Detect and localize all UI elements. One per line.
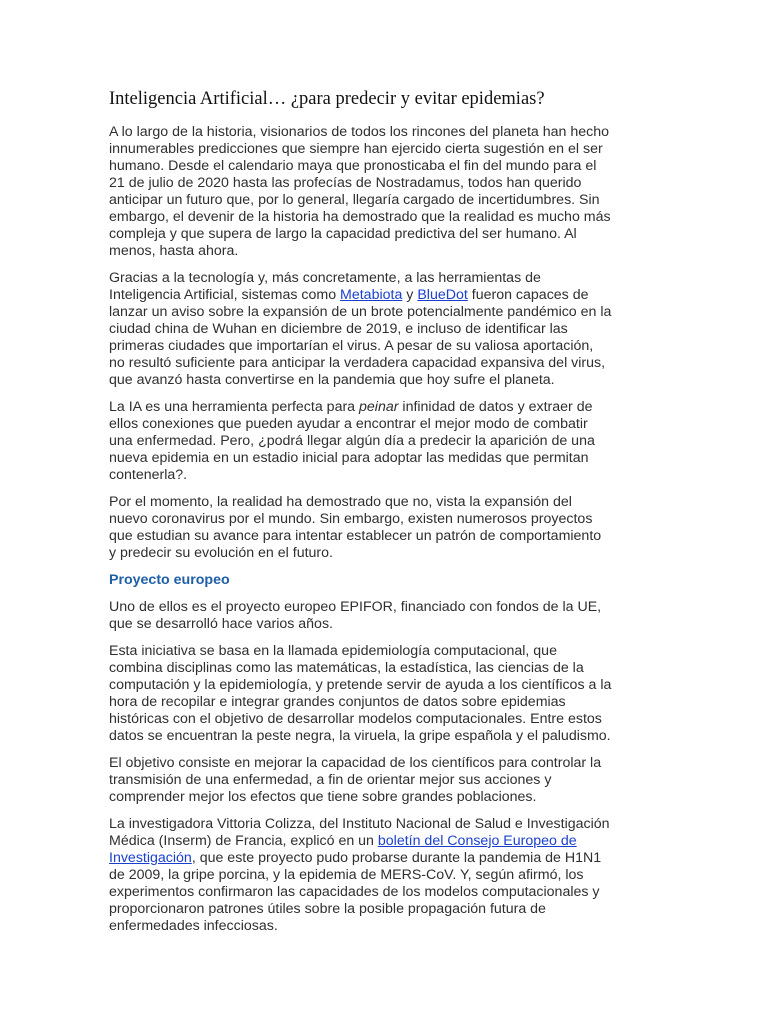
text-line: humano. Desde el calendario maya que pronosticaba el fin del mundo para el bbox=[109, 158, 597, 174]
text-line: transmisión de una enfermedad, a fin de orientar mejor sus acciones y bbox=[109, 772, 552, 788]
erc-bulletin-link-continued[interactable]: Investigación bbox=[109, 850, 192, 866]
text-segment: La IA es una herramienta perfecta para bbox=[109, 399, 360, 415]
text-line: ciudad china de Wuhan en diciembre de 2019, e incluso de identificar las bbox=[109, 321, 568, 337]
text-line: La investigadora Vittoria Colizza, del Instituto Nacional de Salud e Investigación bbox=[109, 816, 610, 832]
text-line: Esta iniciativa se basa en la llamada epidemiología computacional, que bbox=[109, 643, 557, 659]
text-segment: infinidad de datos y extraer de bbox=[398, 399, 593, 415]
text-line: menos, hasta ahora. bbox=[109, 243, 239, 259]
text-line: de 2009, la gripe porcina, y la epidemia de MERS-CoV. Y, según afirmó, los bbox=[109, 867, 584, 883]
text-line bbox=[109, 850, 659, 867]
emphasis-text: peinar bbox=[359, 399, 399, 415]
text-line bbox=[109, 833, 659, 850]
text-line: históricas con el objetivo de desarrollar modelos computacionales. Entre estos bbox=[109, 711, 602, 727]
text-line: que estudian su avance para intentar establecer un patrón de comportamiento bbox=[109, 528, 602, 544]
text-line: compleja y que supera de largo la capacidad predictiva del ser humano. Al bbox=[109, 226, 577, 242]
text-line: nuevo coronavirus por el mundo. Sin embargo, existen numerosos proyectos bbox=[109, 511, 593, 527]
text-line: combina disciplinas como las matemáticas, la estadística, las ciencias de la bbox=[109, 660, 584, 676]
paragraph-computational-epidemiology bbox=[109, 643, 659, 745]
text-line: lanzar un aviso sobre la expansión de un brote potencialmente pandémico en la bbox=[109, 304, 612, 320]
text-line: experimentos confirmaron las capacidades de los modelos computacionales y bbox=[109, 884, 600, 900]
text-line: y predecir su evolución en el futuro. bbox=[109, 545, 333, 561]
paragraph-ia-tool bbox=[109, 399, 659, 484]
text-segment: y bbox=[402, 287, 418, 303]
text-line: ellos conexiones que pueden ayudar a encontrar el mejor modo de combatir bbox=[109, 416, 588, 432]
paragraph-colizza bbox=[109, 816, 659, 935]
article-title: Inteligencia Artificial… ¿para predecir y evitar epidemias? bbox=[109, 89, 545, 109]
paragraph-technology bbox=[109, 270, 659, 389]
erc-bulletin-link[interactable]: boletín del Consejo Europeo de bbox=[377, 833, 577, 849]
text-line: primeras ciudades que importarían el virus. A pesar de su valiosa aportación, bbox=[109, 338, 594, 354]
text-line: 21 de julio de 2020 hasta las profecías de Nostradamus, todos han querido bbox=[109, 175, 582, 191]
text-line: una enfermedad. Pero, ¿podrá llegar algún día a predecir la aparición de una bbox=[109, 433, 595, 449]
text-line: que se desarrolló hace varios años. bbox=[109, 616, 333, 632]
text-line: enfermedades infecciosas. bbox=[109, 918, 278, 934]
text-line: que avanzó hasta convertirse en la pandemia que hoy sufre el planeta. bbox=[109, 372, 555, 388]
paragraph-epifor bbox=[109, 599, 659, 633]
article bbox=[109, 86, 659, 945]
paragraph-current-situation bbox=[109, 494, 659, 562]
bluedot-link[interactable]: BlueDot bbox=[417, 287, 468, 303]
text-line: Gracias a la tecnología y, más concretamente, a las herramientas de bbox=[109, 270, 541, 286]
section-heading: Proyecto europeo bbox=[109, 572, 230, 588]
text-line: embargo, el devenir de la historia ha demostrado que la realidad es mucho más bbox=[109, 209, 611, 225]
text-line bbox=[109, 287, 659, 304]
text-line: innumerables predicciones que siempre han ejercido cierta sugestión en el ser bbox=[109, 141, 603, 157]
text-line: Por el momento, la realidad ha demostrado que no, vista la expansión del bbox=[109, 494, 572, 510]
text-line: El objetivo consiste en mejorar la capacidad de los científicos para controlar la bbox=[109, 755, 602, 771]
text-line bbox=[109, 399, 659, 416]
text-line: no resultó suficiente para anticipar la verdadera capacidad expansiva del virus, bbox=[109, 355, 606, 371]
text-line: contenerla?. bbox=[109, 467, 188, 483]
text-line: anticipar un futuro que, por lo general, llegaría cargado de incertidumbres. Sin bbox=[109, 192, 600, 208]
paragraph-intro bbox=[109, 124, 659, 260]
text-line: A lo largo de la historia, visionarios de todos los rincones del planeta han hecho bbox=[109, 124, 610, 140]
metabiota-link[interactable]: Metabiota bbox=[340, 287, 403, 303]
text-line: datos se encuentran la peste negra, la viruela, la gripe española y el paludismo. bbox=[109, 728, 611, 744]
text-line: computación y la epidemiología, y pretende servir de ayuda a los científicos a la bbox=[109, 677, 612, 693]
text-segment: fueron capaces de bbox=[467, 287, 589, 303]
text-line: nueva epidemia en un estadio inicial para adoptar las medidas que permitan bbox=[109, 450, 589, 466]
text-segment: , que este proyecto pudo probarse durante la pandemia de H1N1 bbox=[191, 850, 602, 866]
text-line: comprender mejor los efectos que tiene sobre grandes poblaciones. bbox=[109, 789, 537, 805]
text-segment: Inteligencia Artificial, sistemas como bbox=[109, 287, 341, 303]
text-line: hora de recopilar e integrar grandes conjuntos de datos sobre epidemias bbox=[109, 694, 566, 710]
text-segment: Médica (Inserm) de Francia, explicó en un bbox=[109, 833, 378, 849]
text-line: proporcionaron patrones útiles sobre la posible propagación futura de bbox=[109, 901, 546, 917]
text-line: Uno de ellos es el proyecto europeo EPIFOR, financiado con fondos de la UE, bbox=[109, 599, 602, 615]
paragraph-objective bbox=[109, 755, 659, 806]
